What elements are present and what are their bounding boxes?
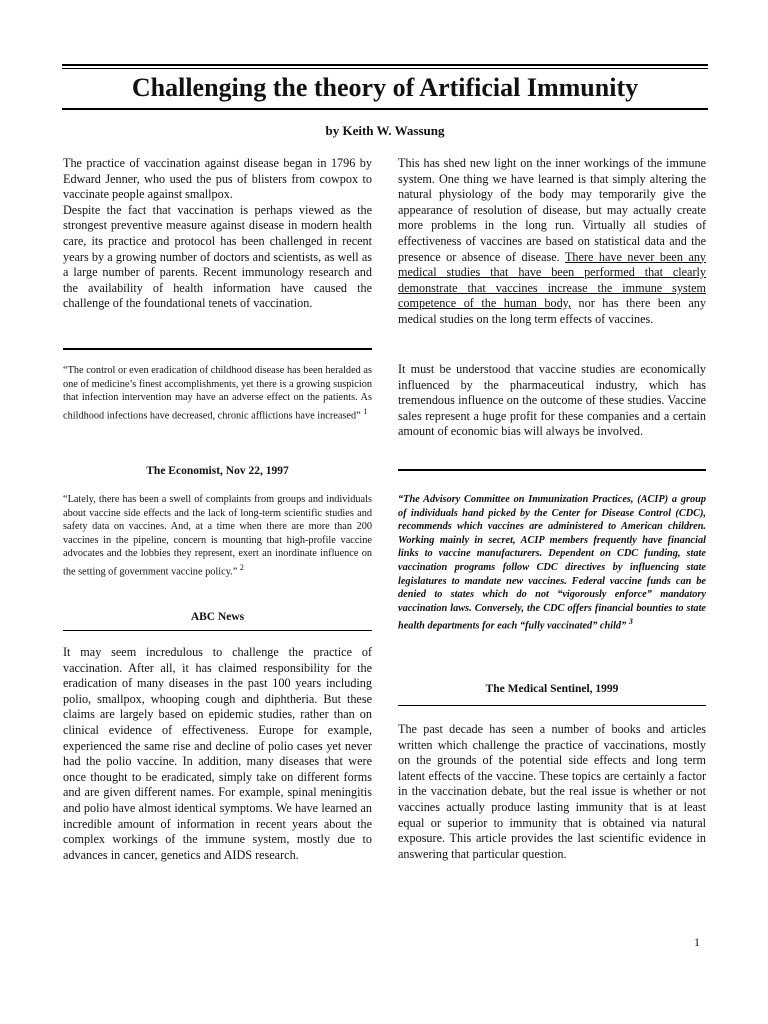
title-rule xyxy=(62,108,708,110)
pull-quote-2 xyxy=(63,493,372,579)
quote-source-abc: ABC News xyxy=(190,611,245,623)
footnote-ref: 1 xyxy=(363,406,368,416)
quote-source-medical-sentinel: The Medical Sentinel, 1999 xyxy=(485,683,619,695)
paragraph-text: It must be understood that vaccine studies are economically influenced by the pharmaceutical industry, which has tremendous influence on the outcome of these studies. Vaccine sales represent a huge profit for these companies and a certain amount of economic bias will always be involved. xyxy=(398,362,706,439)
right-paragraph-2 xyxy=(398,362,706,440)
pull-quote-3 xyxy=(398,493,706,633)
quote-divider-3 xyxy=(398,469,706,471)
quote-text: “The control or even eradication of childhood disease has been heralded as one of medicine’s finest accomplishments, yet there is a growing suspicion that infection intervention may have an adverse effect on the patients. As childhood infections have decreased, chronic afflictions have increased” xyxy=(63,365,372,422)
pull-quote-1 xyxy=(63,364,372,423)
footnote-ref: 2 xyxy=(239,562,244,572)
quote-text: “Lately, there has been a swell of complaints from groups and individuals about vaccine side effects and the lack of long-term scientific studies and safety data on vaccines. And, at a time when there are more than 200 vaccines in the pipeline, concern is mounting that high-profile vaccine advocates and the lobbies they represent, exert an inordinate influence on the setting of government vaccine policy.” xyxy=(63,494,372,578)
quote-divider-1 xyxy=(63,348,372,350)
quote-text: “The Advisory Committee on Immunization Practices, (ACIP) a group of individuals hand picked by the Center for Disease Control (CDC), recommends which vaccines are administered to American children. Working mainly in secret, ACIP members frequently have financial links to vaccine manufacturers. Dependent on CDC funding, state vaccination programs follow CDC directives by influencing state legislatures to mandate new vaccines. Federal vaccine funds can be denied to states which do not “vigorously enforce” mandatory vaccination laws. Conversely, the CDC offers financial bounties to state health departments for each “fully vaccinated” child” xyxy=(398,494,706,632)
quote-divider-2 xyxy=(63,630,372,631)
byline: by Keith W. Wassung xyxy=(325,123,445,138)
paragraph-text: This has shed new light on the inner workings of the immune system. One thing we have learned is that simply altering the natural physiology of the body may temporarily give the appearance of resolution of disease, but may actually create more problems in the long run. Virtually all studies of effectiveness of vaccines are based on statistical data and the presence or absence of disease. xyxy=(398,156,706,264)
page-number: 1 xyxy=(694,935,700,949)
top-rule xyxy=(62,64,708,66)
body-paragraph xyxy=(63,645,372,863)
paragraph-text: The past decade has seen a number of books and articles written which challenge the practice of vaccinations, mostly on the grounds of the potential side effects and long term latent effects of the vaccine. These topics are certainly a factor in the vaccination debate, but the real issue is whether or not vaccines actually produce lasting immunity that is at least equal or superior to immunity that is obtained via natural exposure. This article provides the last scientific evidence in answering that particular question. xyxy=(398,722,706,861)
intro-paragraphs xyxy=(63,156,372,312)
intro-paragraph-1: The practice of vaccination against disease began in 1796 by Edward Jenner, who used the pus of blisters from cowpox to vaccinate people against smallpox. xyxy=(63,156,372,202)
footnote-ref: 3 xyxy=(628,617,633,627)
quote-source-economist: The Economist, Nov 22, 1997 xyxy=(146,465,289,477)
underlined-claim: There have never been any medical studies that have been performed that clearly demonstrate that vaccines increase the immune system competence of the human body, xyxy=(398,249,707,311)
intro-paragraph-2: Despite the fact that vaccination is perhaps viewed as the strongest preventive measure against disease in modern health care, its practice and protocol has been challenged in recent years by a growing number of doctors and scientists, as well as a large number of parents. Recent immunology research and the availability of health information have caused the challenge of the foundational tenets of vaccination. xyxy=(63,202,372,311)
right-paragraph-1 xyxy=(398,156,706,328)
paragraph-text: nor has there been any medical studies on the long term effects of vaccines. xyxy=(398,296,706,326)
quote-divider-4 xyxy=(398,705,706,706)
right-paragraph-3 xyxy=(398,722,706,862)
top-rule-thin xyxy=(62,68,708,69)
body-paragraph-text: It may seem incredulous to challenge the practice of vaccination. After all, it has claimed responsibility for the eradication of many diseases in the past 100 years including polio, smallpox, whooping cough and diphtheria. But these claims are largely based on epidemic studies, rather than on clinical evidence of effectiveness. Europe for example, experienced the same rise and decline of polio cases yet never had the polio vaccine. In addition, many diseases that were once thought to be eradicated, simply take on different forms and are given different names. For example, spinal meningitis and polio have almost identical symptoms. We have learned an incredible amount of information in recent years about the complex workings of the immune system, mostly due to advances in cancer, genetics and AIDS research. xyxy=(63,645,372,862)
article-title: Challenging the theory of Artificial Immunity xyxy=(131,73,639,102)
